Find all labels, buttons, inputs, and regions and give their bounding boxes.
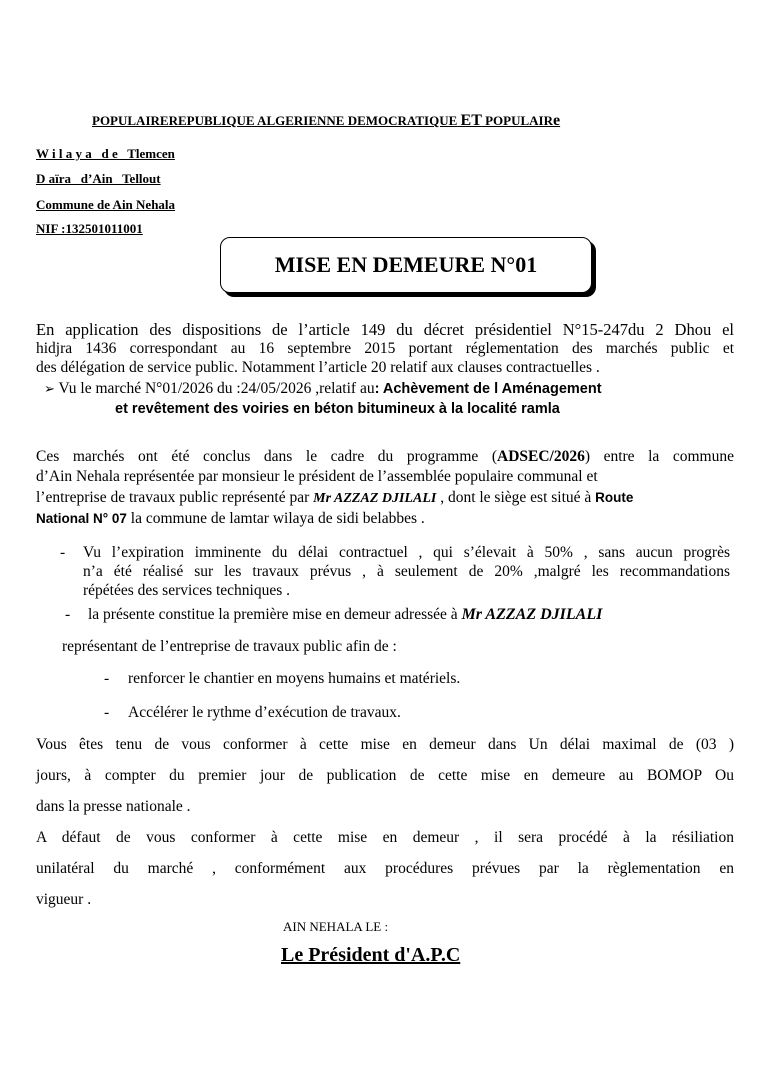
wilaya-label: W i l a y a d e Tlemcen xyxy=(36,146,175,161)
bullet1-line2: n’a été réalisé sur les travaux prévus , à seulement de 20% ,malgré les recommandations xyxy=(83,563,730,580)
p2-line1 xyxy=(36,447,734,466)
signature-role: Le Président d'A.P.C xyxy=(281,944,461,966)
document-title: MISE EN DEMEURE N°01 xyxy=(220,237,592,293)
p1-line3: des délégation de service public. Notamment l’article 20 relatif aux clauses contractuelles . xyxy=(36,359,600,376)
bullet2-text: la présente constitue la première mise en demeur adressée à xyxy=(88,606,462,623)
commune-label: Commune de Ain Nehala xyxy=(36,197,176,212)
p2-l3-c: , dont le siège est situé à xyxy=(436,489,596,506)
p3-line2: jours, à compter du premier jour de publication de cette mise en demeure au BOMOP Ou xyxy=(36,767,734,784)
header-tail-e: e xyxy=(553,112,561,129)
bullet1-line3: répétées des services techniques . xyxy=(83,582,291,599)
bullet1-line1: Vu l’expiration imminente du délai contractuel , qui s’élevait à 50% , sans aucun progrès xyxy=(83,544,730,561)
sub-item-2: Accélérer le rythme d’exécution de travaux. xyxy=(128,704,401,721)
vu-object-line2: et revêtement des voiries en béton bitumineux à la localité ramla xyxy=(115,401,560,417)
contractor-name: Mr AZZAZ DJILALI xyxy=(313,491,437,506)
p2-line4 xyxy=(36,509,425,528)
dash-sub-1: - xyxy=(104,670,110,687)
route-label: Route xyxy=(595,490,634,505)
p4-line2: unilatéral du marché , conformément aux procédures prévues par la règlementation en xyxy=(36,860,734,877)
dash-bullet-2: - xyxy=(65,606,71,623)
p3-line1: Vous êtes tenu de vous conformer à cette mise en demeur dans Un délai maximal de (03 ) xyxy=(36,736,734,753)
p1-line1: En application des dispositions de l’article 149 du décret présidentiel N°15-247du 2 Dhou el xyxy=(36,320,734,339)
p1-line2: hidjra 1436 correspondant au 16 septembre 2015 portant réglementation des marchés public et xyxy=(36,340,734,357)
p2-line2: d’Ain Nehala représentée par monsieur le président de l’assemblée populaire communal et xyxy=(36,468,598,485)
daira-label: D aïra d’Ain Tellout xyxy=(36,171,161,186)
vu-text: Vu le marché N°01/2026 du :24/05/2026 ,relatif au xyxy=(58,380,375,397)
contractor-name-2: Mr AZZAZ DJILALI xyxy=(461,606,603,623)
header-et: ET xyxy=(460,112,482,129)
p4-line1: A défaut de vous conformer à cette mise en demeur , il sera procédé à la résiliation xyxy=(36,829,734,846)
p4-line3: vigueur . xyxy=(36,891,92,908)
header-main: REPUBLIQUE ALGERIENNE DEMOCRATIQUE xyxy=(168,113,458,128)
signature-place: AIN NEHALA LE : xyxy=(283,919,389,934)
country-header xyxy=(92,112,560,130)
p2-line3 xyxy=(36,488,633,508)
p2-l3-a: l’entreprise de travaux public représenté par xyxy=(36,489,314,506)
vu-marche-line xyxy=(44,379,602,399)
p2-text-c: ) entre la commune xyxy=(584,448,734,465)
header-tail: POPULAIR xyxy=(481,113,553,128)
program-code: ADSEC/2026 xyxy=(497,448,585,465)
bullet2-line1 xyxy=(88,605,602,624)
header-pre: POPULAIRE xyxy=(92,113,169,128)
vu-object: : Achèvement de l Aménagement xyxy=(374,381,602,397)
p2-text-a: Ces marchés ont été conclus dans le cadre du programme ( xyxy=(36,448,497,465)
dash-sub-2: - xyxy=(104,704,110,721)
nif-label: NIF :132501011001 xyxy=(36,221,143,236)
route-national: National N° 07 xyxy=(36,511,127,526)
sub-item-1: renforcer le chantier en moyens humains et matériels. xyxy=(128,670,461,687)
arrow-bullet-icon: ➢ xyxy=(44,381,55,396)
bullet2-line2: représentant de l’entreprise de travaux public afin de : xyxy=(62,638,397,655)
dash-bullet-1: - xyxy=(60,544,66,561)
p3-line3: dans la presse nationale . xyxy=(36,798,191,815)
p2-l4-b: la commune de lamtar wilaya de sidi belabbes . xyxy=(126,510,425,527)
